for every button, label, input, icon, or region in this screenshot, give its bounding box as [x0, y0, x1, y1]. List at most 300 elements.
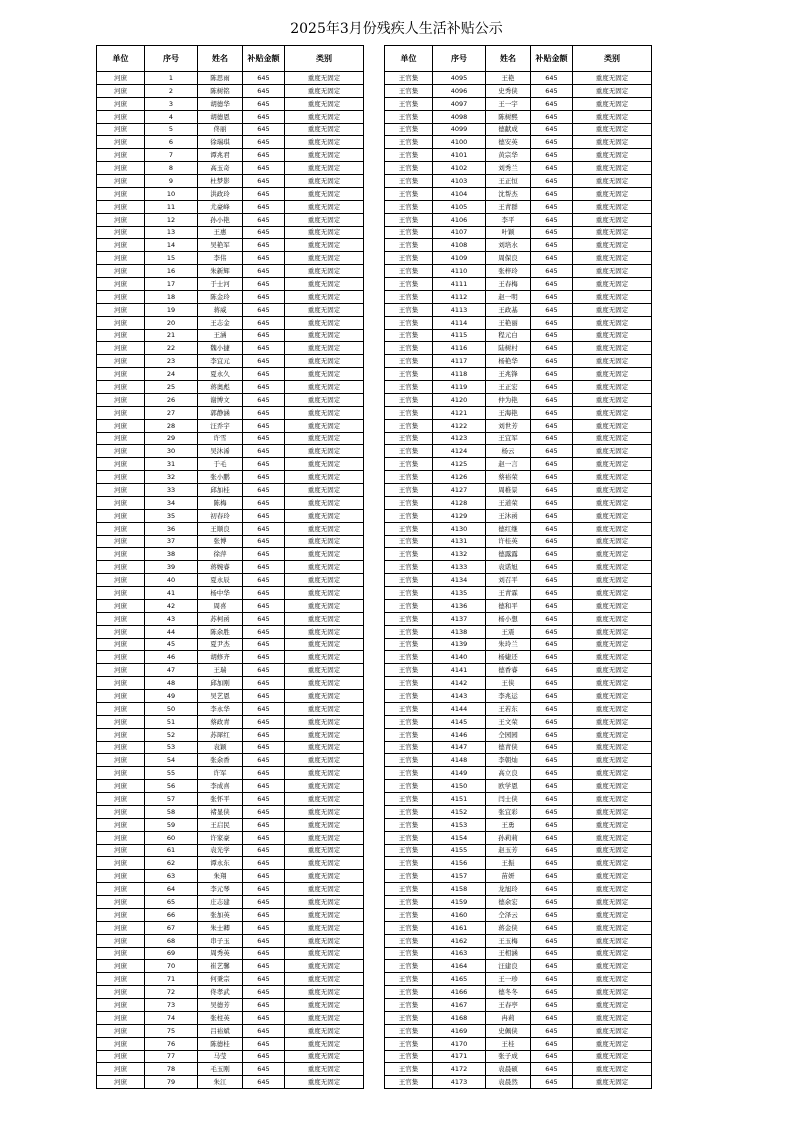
cell-unit: 王官集 — [385, 509, 433, 522]
table-row — [97, 973, 364, 986]
cell-number: 77 — [145, 1050, 198, 1063]
cell-amount: 645 — [531, 175, 573, 188]
cell-category: 重度无固定 — [285, 406, 364, 419]
cell-number: 4103 — [433, 175, 486, 188]
cell-name: 冉莉 — [486, 1011, 531, 1024]
cell-category: 重度无固定 — [285, 445, 364, 458]
table-row — [385, 715, 652, 728]
cell-category: 重度无固定 — [573, 355, 652, 368]
cell-name: 许军 — [198, 767, 243, 780]
cell-number: 55 — [145, 767, 198, 780]
cell-number: 60 — [145, 831, 198, 844]
cell-name: 王侠 — [486, 677, 531, 690]
cell-number: 53 — [145, 741, 198, 754]
cell-number: 28 — [145, 419, 198, 432]
cell-unit: 河庶 — [97, 381, 145, 394]
table-row — [97, 252, 364, 265]
table-row — [385, 97, 652, 110]
cell-unit: 河庶 — [97, 908, 145, 921]
cell-name: 吴艺恩 — [198, 690, 243, 703]
cell-amount: 645 — [531, 149, 573, 162]
cell-name: 杨艳华 — [486, 355, 531, 368]
cell-category: 重度无固定 — [573, 599, 652, 612]
table-row — [385, 393, 652, 406]
cell-unit: 河庶 — [97, 355, 145, 368]
table-row — [97, 162, 364, 175]
table-row — [385, 599, 652, 612]
table-row — [97, 1024, 364, 1037]
cell-number: 4164 — [433, 960, 486, 973]
cell-name: 张余香 — [198, 754, 243, 767]
cell-unit: 王官集 — [385, 522, 433, 535]
table-row — [97, 265, 364, 278]
header-unit: 单位 — [385, 46, 433, 72]
cell-category: 重度无固定 — [285, 458, 364, 471]
cell-unit: 王官集 — [385, 728, 433, 741]
table-row — [385, 239, 652, 252]
cell-category: 重度无固定 — [573, 484, 652, 497]
cell-unit: 王官集 — [385, 870, 433, 883]
cell-category: 重度无固定 — [573, 780, 652, 793]
cell-unit: 河庶 — [97, 741, 145, 754]
cell-unit: 王官集 — [385, 458, 433, 471]
table-row — [385, 561, 652, 574]
header-number: 序号 — [433, 46, 486, 72]
cell-category: 重度无固定 — [573, 1011, 652, 1024]
table-row — [385, 303, 652, 316]
cell-name: 张梓玲 — [486, 265, 531, 278]
cell-amount: 645 — [243, 715, 285, 728]
cell-name: 沈帮杰 — [486, 187, 531, 200]
cell-name: 朱新辉 — [198, 265, 243, 278]
table-row — [385, 110, 652, 123]
cell-unit: 王官集 — [385, 690, 433, 703]
cell-category: 重度无固定 — [573, 896, 652, 909]
cell-unit: 王官集 — [385, 548, 433, 561]
cell-category: 重度无固定 — [285, 535, 364, 548]
cell-category: 重度无固定 — [285, 780, 364, 793]
cell-category: 重度无固定 — [285, 1076, 364, 1089]
table-row — [97, 548, 364, 561]
cell-amount: 645 — [243, 574, 285, 587]
cell-number: 4129 — [433, 509, 486, 522]
cell-amount: 645 — [243, 805, 285, 818]
cell-number: 4156 — [433, 857, 486, 870]
cell-unit: 河庶 — [97, 986, 145, 999]
cell-amount: 645 — [243, 1037, 285, 1050]
cell-number: 4113 — [433, 303, 486, 316]
cell-name: 魏小捷 — [198, 342, 243, 355]
cell-number: 2 — [145, 84, 198, 97]
cell-category: 重度无固定 — [573, 870, 652, 883]
cell-amount: 645 — [531, 638, 573, 651]
cell-unit: 王官集 — [385, 921, 433, 934]
cell-unit: 河庶 — [97, 213, 145, 226]
cell-name: 洪政玲 — [198, 187, 243, 200]
cell-number: 10 — [145, 187, 198, 200]
cell-category: 重度无固定 — [285, 844, 364, 857]
cell-number: 26 — [145, 393, 198, 406]
cell-amount: 645 — [531, 484, 573, 497]
cell-unit: 河庶 — [97, 574, 145, 587]
cell-category: 重度无固定 — [573, 574, 652, 587]
table-row — [97, 599, 364, 612]
table-row — [97, 702, 364, 715]
cell-number: 4108 — [433, 239, 486, 252]
cell-category: 重度无固定 — [285, 522, 364, 535]
cell-name: 叶颖 — [486, 226, 531, 239]
cell-number: 6 — [145, 136, 198, 149]
cell-unit: 河庶 — [97, 226, 145, 239]
cell-amount: 645 — [531, 342, 573, 355]
cell-category: 重度无固定 — [285, 548, 364, 561]
cell-category: 重度无固定 — [285, 393, 364, 406]
cell-number: 4123 — [433, 432, 486, 445]
cell-name: 苗妍 — [486, 870, 531, 883]
cell-name: 王顺良 — [198, 522, 243, 535]
cell-unit: 河庶 — [97, 329, 145, 342]
cell-name: 王正宏 — [486, 381, 531, 394]
cell-name: 陈余胜 — [198, 625, 243, 638]
cell-category: 重度无固定 — [285, 239, 364, 252]
cell-name: 王振 — [486, 857, 531, 870]
cell-number: 11 — [145, 200, 198, 213]
cell-number: 45 — [145, 638, 198, 651]
cell-amount: 645 — [531, 702, 573, 715]
cell-category: 重度无固定 — [573, 316, 652, 329]
cell-unit: 河庶 — [97, 406, 145, 419]
cell-amount: 645 — [531, 123, 573, 136]
cell-amount: 645 — [531, 1050, 573, 1063]
table-row — [385, 896, 652, 909]
cell-name: 李成喜 — [198, 780, 243, 793]
cell-amount: 645 — [243, 793, 285, 806]
cell-unit: 王官集 — [385, 857, 433, 870]
cell-amount: 645 — [243, 381, 285, 394]
cell-unit: 河庶 — [97, 136, 145, 149]
cell-unit: 王官集 — [385, 651, 433, 664]
cell-category: 重度无固定 — [573, 1063, 652, 1076]
cell-amount: 645 — [531, 239, 573, 252]
cell-amount: 645 — [243, 471, 285, 484]
cell-amount: 645 — [243, 702, 285, 715]
cell-unit: 王官集 — [385, 97, 433, 110]
table-row — [385, 175, 652, 188]
table-row — [97, 921, 364, 934]
cell-number: 4144 — [433, 702, 486, 715]
cell-amount: 645 — [243, 175, 285, 188]
cell-category: 重度无固定 — [573, 1050, 652, 1063]
cell-unit: 河庶 — [97, 252, 145, 265]
cell-name: 杜梦影 — [198, 175, 243, 188]
cell-unit: 河庶 — [97, 72, 145, 85]
cell-category: 重度无固定 — [285, 509, 364, 522]
table-row — [385, 1076, 652, 1089]
cell-name: 张怀平 — [198, 793, 243, 806]
table-row — [97, 200, 364, 213]
cell-amount: 645 — [531, 72, 573, 85]
cell-unit: 王官集 — [385, 535, 433, 548]
cell-number: 48 — [145, 677, 198, 690]
cell-unit: 王官集 — [385, 471, 433, 484]
cell-unit: 河庶 — [97, 947, 145, 960]
table-row — [385, 136, 652, 149]
cell-number: 4111 — [433, 278, 486, 291]
cell-unit: 王官集 — [385, 638, 433, 651]
cell-unit: 王官集 — [385, 1050, 433, 1063]
table-row — [385, 973, 652, 986]
cell-amount: 645 — [243, 625, 285, 638]
cell-amount: 645 — [531, 728, 573, 741]
cell-unit: 王官集 — [385, 200, 433, 213]
cell-unit: 河庶 — [97, 625, 145, 638]
cell-number: 4106 — [433, 213, 486, 226]
cell-amount: 645 — [531, 265, 573, 278]
cell-category: 重度无固定 — [573, 149, 652, 162]
cell-name: 袁光学 — [198, 844, 243, 857]
table-row — [97, 1076, 364, 1089]
cell-amount: 645 — [531, 986, 573, 999]
cell-unit: 河庶 — [97, 780, 145, 793]
cell-number: 41 — [145, 587, 198, 600]
cell-number: 63 — [145, 870, 198, 883]
table-row — [385, 1063, 652, 1076]
table-row — [385, 381, 652, 394]
cell-amount: 645 — [243, 110, 285, 123]
cell-name: 徐萍 — [198, 548, 243, 561]
cell-amount: 645 — [243, 303, 285, 316]
cell-amount: 645 — [243, 496, 285, 509]
cell-name: 赵一言 — [486, 458, 531, 471]
cell-number: 4148 — [433, 754, 486, 767]
cell-amount: 645 — [531, 883, 573, 896]
cell-number: 4132 — [433, 548, 486, 561]
cell-amount: 645 — [243, 1063, 285, 1076]
cell-amount: 645 — [531, 1011, 573, 1024]
cell-category: 重度无固定 — [285, 329, 364, 342]
cell-amount: 645 — [531, 252, 573, 265]
table-row — [97, 136, 364, 149]
cell-unit: 河庶 — [97, 522, 145, 535]
cell-amount: 645 — [243, 329, 285, 342]
cell-unit: 王官集 — [385, 677, 433, 690]
table-row — [385, 432, 652, 445]
cell-category: 重度无固定 — [573, 883, 652, 896]
cell-number: 4098 — [433, 110, 486, 123]
cell-name: 史秀侠 — [486, 84, 531, 97]
cell-name: 袁诺旭 — [486, 561, 531, 574]
table-row — [385, 72, 652, 85]
cell-amount: 645 — [531, 1076, 573, 1089]
cell-name: 德香睿 — [486, 664, 531, 677]
table-row — [97, 368, 364, 381]
cell-category: 重度无固定 — [285, 883, 364, 896]
cell-amount: 645 — [243, 484, 285, 497]
cell-number: 4138 — [433, 625, 486, 638]
cell-amount: 645 — [531, 290, 573, 303]
cell-number: 4102 — [433, 162, 486, 175]
table-row — [385, 187, 652, 200]
cell-number: 4167 — [433, 999, 486, 1012]
cell-number: 61 — [145, 844, 198, 857]
cell-category: 重度无固定 — [573, 960, 652, 973]
cell-unit: 河庶 — [97, 960, 145, 973]
cell-name: 杨婕还 — [486, 651, 531, 664]
cell-category: 重度无固定 — [285, 857, 364, 870]
cell-unit: 王官集 — [385, 187, 433, 200]
cell-name: 苏犀红 — [198, 728, 243, 741]
cell-amount: 645 — [531, 393, 573, 406]
cell-name: 袁晨然 — [486, 1076, 531, 1089]
cell-unit: 河庶 — [97, 162, 145, 175]
cell-name: 王桂 — [486, 1037, 531, 1050]
cell-category: 重度无固定 — [285, 162, 364, 175]
cell-number: 4117 — [433, 355, 486, 368]
cell-name: 赵玉芳 — [486, 844, 531, 857]
cell-number: 12 — [145, 213, 198, 226]
cell-name: 于毛 — [198, 458, 243, 471]
cell-amount: 645 — [243, 999, 285, 1012]
cell-category: 重度无固定 — [573, 651, 652, 664]
cell-unit: 王官集 — [385, 110, 433, 123]
cell-amount: 645 — [243, 883, 285, 896]
cell-amount: 645 — [531, 896, 573, 909]
cell-number: 17 — [145, 278, 198, 291]
cell-category: 重度无固定 — [285, 805, 364, 818]
cell-name: 胡德恩 — [198, 110, 243, 123]
table-row — [97, 793, 364, 806]
cell-number: 40 — [145, 574, 198, 587]
table-row — [385, 818, 652, 831]
cell-unit: 王官集 — [385, 625, 433, 638]
cell-category: 重度无固定 — [573, 715, 652, 728]
cell-unit: 王官集 — [385, 381, 433, 394]
cell-name: 袁颖 — [198, 741, 243, 754]
cell-amount: 645 — [243, 200, 285, 213]
table-row — [97, 303, 364, 316]
cell-unit: 王官集 — [385, 587, 433, 600]
cell-number: 4 — [145, 110, 198, 123]
table-row — [385, 741, 652, 754]
cell-unit: 王官集 — [385, 754, 433, 767]
cell-number: 4100 — [433, 136, 486, 149]
cell-unit: 河庶 — [97, 432, 145, 445]
table-row — [97, 406, 364, 419]
cell-number: 9 — [145, 175, 198, 188]
table-row — [97, 574, 364, 587]
cell-number: 4099 — [433, 123, 486, 136]
cell-name: 张子成 — [486, 1050, 531, 1063]
cell-unit: 河庶 — [97, 175, 145, 188]
cell-number: 4112 — [433, 290, 486, 303]
cell-number: 7 — [145, 149, 198, 162]
table-row — [385, 445, 652, 458]
cell-name: 仝泽云 — [486, 908, 531, 921]
cell-unit: 王官集 — [385, 136, 433, 149]
cell-unit: 河庶 — [97, 509, 145, 522]
table-row — [97, 110, 364, 123]
cell-category: 重度无固定 — [285, 741, 364, 754]
cell-category: 重度无固定 — [573, 419, 652, 432]
cell-number: 4158 — [433, 883, 486, 896]
cell-name: 谭兆君 — [198, 149, 243, 162]
cell-amount: 645 — [243, 149, 285, 162]
cell-name: 王瑞 — [198, 664, 243, 677]
cell-number: 4126 — [433, 471, 486, 484]
cell-amount: 645 — [531, 110, 573, 123]
right-table — [384, 45, 652, 1089]
cell-unit: 河庶 — [97, 458, 145, 471]
cell-number: 20 — [145, 316, 198, 329]
cell-amount: 645 — [243, 677, 285, 690]
cell-amount: 645 — [531, 677, 573, 690]
cell-category: 重度无固定 — [573, 522, 652, 535]
cell-number: 4157 — [433, 870, 486, 883]
cell-name: 王一珍 — [486, 973, 531, 986]
cell-category: 重度无固定 — [573, 278, 652, 291]
table-row — [97, 883, 364, 896]
cell-amount: 645 — [243, 522, 285, 535]
cell-amount: 645 — [243, 754, 285, 767]
cell-amount: 645 — [243, 252, 285, 265]
cell-unit: 河庶 — [97, 831, 145, 844]
cell-category: 重度无固定 — [285, 123, 364, 136]
table-row — [97, 226, 364, 239]
table-row — [97, 754, 364, 767]
cell-unit: 王官集 — [385, 896, 433, 909]
cell-name: 佟丽 — [198, 123, 243, 136]
cell-unit: 河庶 — [97, 303, 145, 316]
table-row — [385, 496, 652, 509]
cell-amount: 645 — [243, 780, 285, 793]
cell-name: 夏尹杰 — [198, 638, 243, 651]
table-row — [97, 844, 364, 857]
cell-name: 王艳丽 — [486, 316, 531, 329]
cell-category: 重度无固定 — [573, 986, 652, 999]
table-row — [97, 664, 364, 677]
cell-name: 张柱英 — [198, 1011, 243, 1024]
cell-amount: 645 — [531, 908, 573, 921]
cell-amount: 645 — [531, 445, 573, 458]
cell-category: 重度无固定 — [285, 986, 364, 999]
cell-category: 重度无固定 — [285, 973, 364, 986]
cell-number: 4140 — [433, 651, 486, 664]
cell-amount: 645 — [531, 870, 573, 883]
cell-category: 重度无固定 — [285, 187, 364, 200]
cell-number: 4105 — [433, 200, 486, 213]
cell-category: 重度无固定 — [573, 999, 652, 1012]
cell-number: 4135 — [433, 587, 486, 600]
table-row — [97, 741, 364, 754]
cell-unit: 河庶 — [97, 1050, 145, 1063]
cell-number: 4110 — [433, 265, 486, 278]
cell-unit: 河庶 — [97, 548, 145, 561]
table-row — [385, 252, 652, 265]
cell-category: 重度无固定 — [573, 84, 652, 97]
cell-unit: 河庶 — [97, 587, 145, 600]
cell-number: 78 — [145, 1063, 198, 1076]
cell-name: 王正恒 — [486, 175, 531, 188]
cell-amount: 645 — [531, 316, 573, 329]
cell-number: 4131 — [433, 535, 486, 548]
cell-unit: 河庶 — [97, 973, 145, 986]
cell-category: 重度无固定 — [285, 664, 364, 677]
table-row — [97, 342, 364, 355]
cell-name: 胡德华 — [198, 97, 243, 110]
table-row — [97, 419, 364, 432]
cell-number: 74 — [145, 1011, 198, 1024]
cell-name: 朱翔 — [198, 870, 243, 883]
